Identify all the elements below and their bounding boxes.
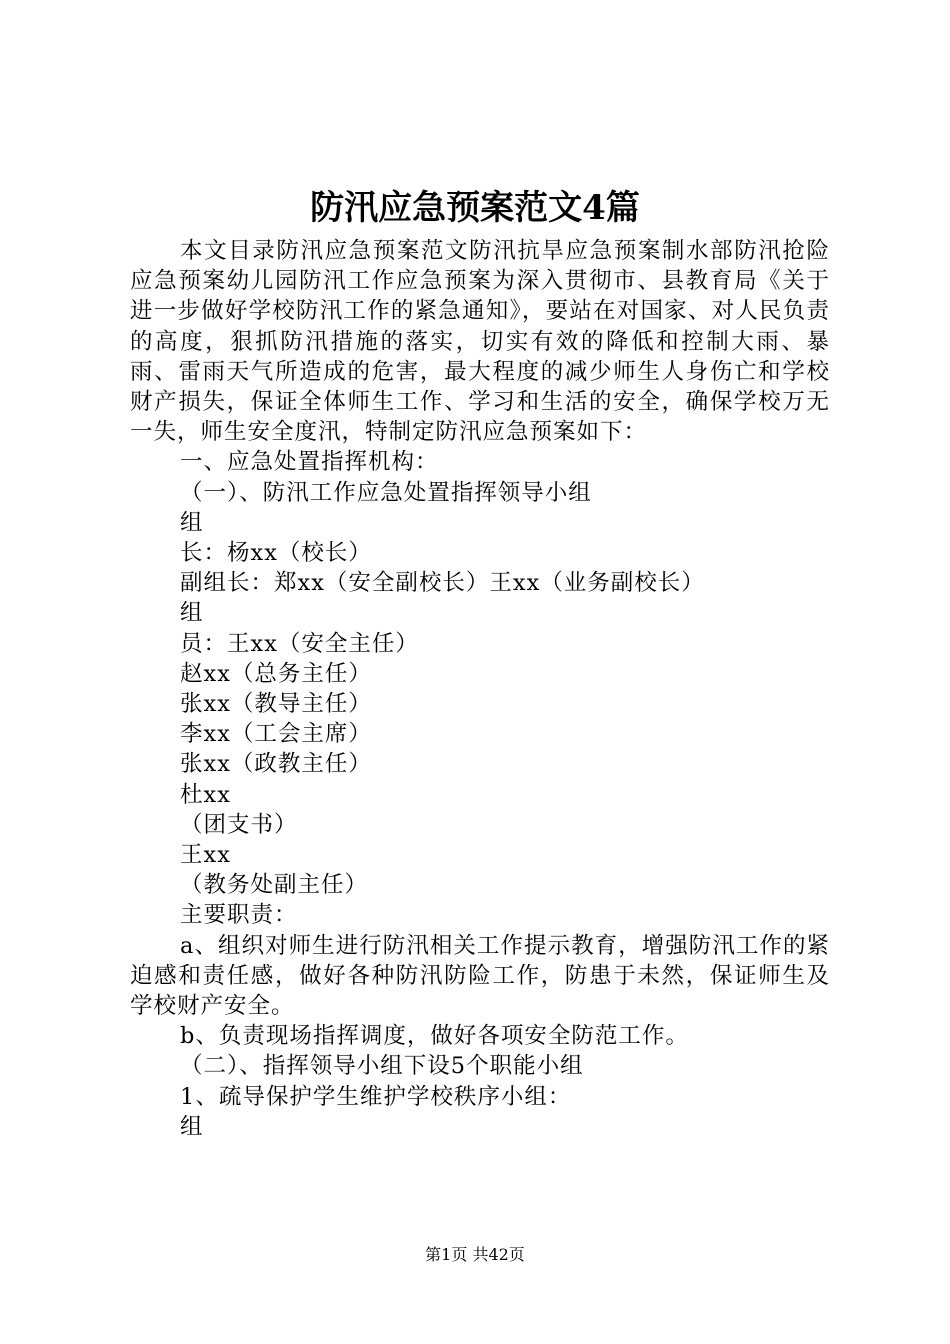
member-line: 长：杨xx（校长） <box>180 540 372 567</box>
duties-heading: 主要职责： <box>180 902 298 929</box>
document-title: 防汛应急预案范文4篇 <box>310 188 640 228</box>
subsection-heading-2: （二）、指挥领导小组下设5个职能小组 <box>180 1053 584 1080</box>
member-line: 副组长：郑xx（安全副校长）王xx（业务副校长） <box>180 570 705 597</box>
duty-b-paragraph: b、负责现场指挥调度，做好各项安全防范工作。 <box>180 1023 689 1050</box>
member-line: 李xx（工会主席） <box>180 721 372 748</box>
intro-paragraph: 本文目录防汛应急预案范文防汛抗旱应急预案制水部防汛抢险应急预案幼儿园防汛工作应急预案为深入贯彻市、县教育局《关于进一步做好学校防汛工作的紧急通知》，要站在对国家、对人民负责的高度，狠抓防汛措施的落实，切实有效的降低和控制大雨、暴雨、雷雨天气所造成的危害，最大程度的减少师生人身伤亡和学校财产损失，保证全体师生工作、学习和生活的安全，确保学校万无一失，师生安全度汛，特制定防汛应急预案如下： <box>130 238 830 446</box>
member-line: 组 <box>180 509 204 536</box>
member-line: 王xx <box>180 842 231 869</box>
member-line: 张xx（政教主任） <box>180 751 372 778</box>
section-heading: 一、应急处置指挥机构： <box>180 449 439 476</box>
duty-a-paragraph: a、组织对师生进行防汛相关工作提示教育，增强防汛工作的紧迫感和责任感，做好各种防汛防险工作，防患于未然，保证师生及学校财产安全。 <box>130 932 830 1020</box>
page-number: 第1页 共42页 <box>425 1245 525 1264</box>
group-line: 组 <box>180 1113 204 1140</box>
group-heading: 1、疏导保护学生维护学校秩序小组： <box>180 1083 572 1110</box>
member-line: 员：王xx（安全主任） <box>180 630 419 657</box>
member-line: （团支书） <box>180 811 298 838</box>
member-line: 赵xx（总务主任） <box>180 660 372 687</box>
document-body <box>130 236 830 1142</box>
subsection-heading: （一）、防汛工作应急处置指挥领导小组 <box>180 479 592 506</box>
member-line: 组 <box>180 600 204 627</box>
member-line: （教务处副主任） <box>180 872 369 899</box>
member-line: 杜xx <box>180 781 231 808</box>
member-line: 张xx（教导主任） <box>180 691 372 718</box>
